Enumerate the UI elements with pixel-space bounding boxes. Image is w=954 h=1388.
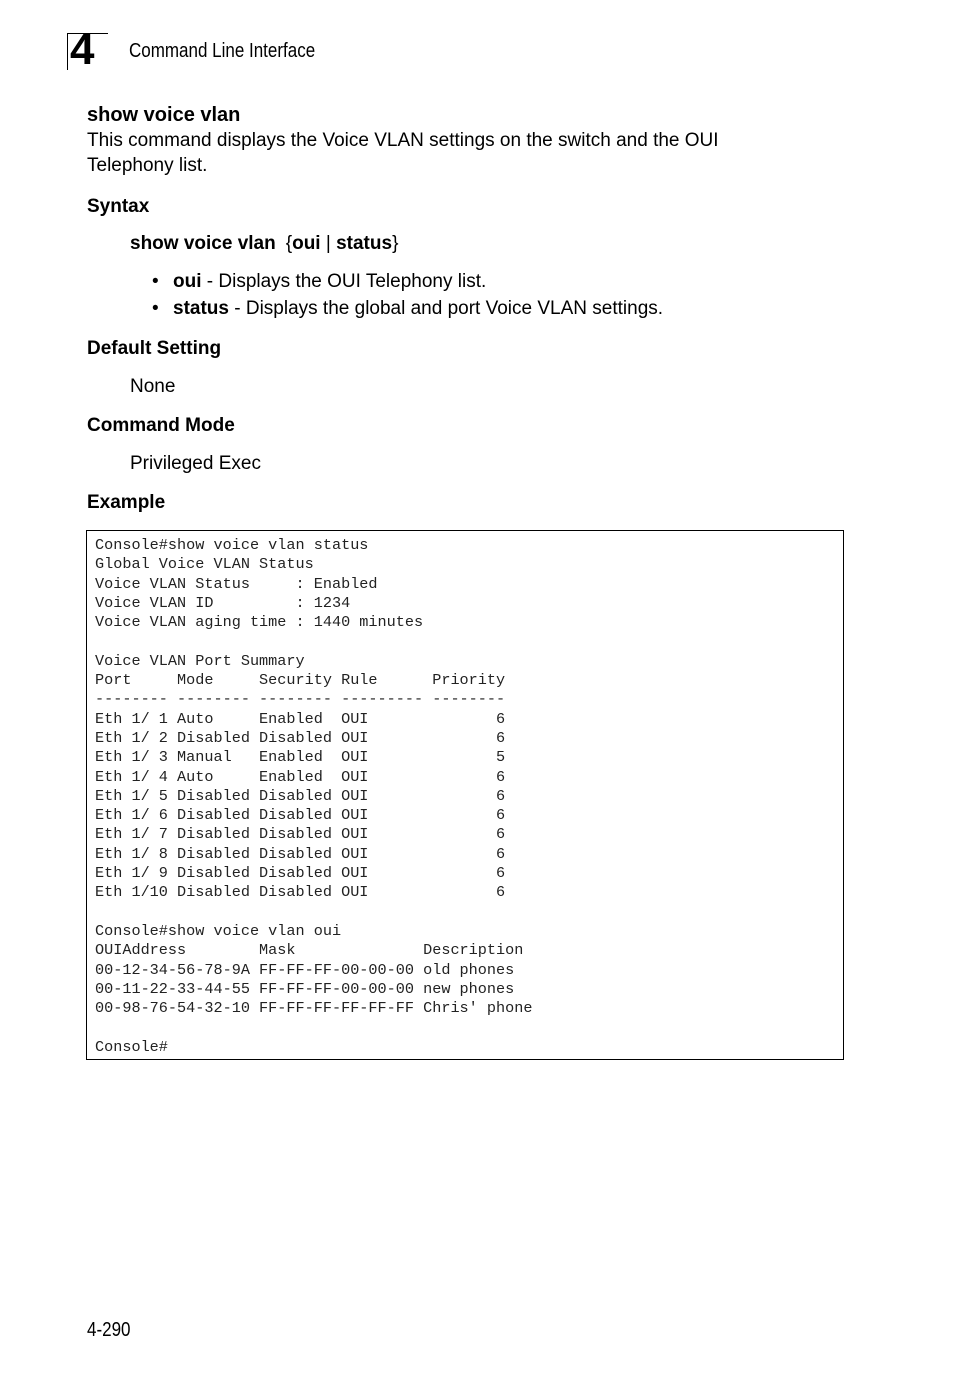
param-text: - Displays the OUI Telephony list. — [201, 271, 487, 292]
code-line: OUIAddress Mask Description — [95, 941, 524, 960]
code-line: Console# — [95, 1037, 168, 1056]
syntax-option-status: status — [336, 233, 393, 254]
chapter-number: 4 — [70, 25, 95, 74]
code-line: Voice VLAN ID : 1234 — [95, 593, 351, 612]
code-line: Eth 1/ 2 Disabled Disabled OUI 6 — [95, 728, 506, 747]
syntax-heading: Syntax — [87, 196, 150, 217]
param-name: oui — [173, 271, 202, 292]
default-setting-value: None — [130, 376, 176, 397]
command-mode-value: Privileged Exec — [130, 453, 261, 474]
page-number: 4-290 — [87, 1319, 131, 1341]
syntax-separator: | — [320, 233, 337, 254]
code-line: Eth 1/ 4 Auto Enabled OUI 6 — [95, 767, 506, 786]
code-line: Voice VLAN Status : Enabled — [95, 574, 378, 593]
example-code — [95, 536, 532, 1057]
code-line: Eth 1/ 7 Disabled Disabled OUI 6 — [95, 825, 506, 844]
param-item — [152, 270, 486, 294]
code-line: Global Voice VLAN Status — [95, 555, 314, 574]
syntax-option-oui: oui — [292, 233, 321, 254]
default-setting-heading: Default Setting — [87, 338, 222, 359]
code-line: Eth 1/ 1 Auto Enabled OUI 6 — [95, 709, 506, 728]
command-heading: show voice vlan — [87, 104, 241, 126]
code-line: Eth 1/ 8 Disabled Disabled OUI 6 — [95, 844, 506, 863]
command-mode-heading: Command Mode — [87, 415, 235, 436]
code-line: 00-98-76-54-32-10 FF-FF-FF-FF-FF-FF Chris' phone — [95, 999, 533, 1018]
example-code-box — [86, 530, 844, 1060]
command-description: This command displays the Voice VLAN settings on the switch and the OUI Telephony list. — [87, 130, 719, 176]
running-header-title: Command Line Interface — [129, 40, 316, 62]
code-line: 00-12-34-56-78-9A FF-FF-FF-00-00-00 old phones — [95, 960, 515, 979]
code-line: Eth 1/ 9 Disabled Disabled OUI 6 — [95, 864, 506, 883]
code-line: Eth 1/ 3 Manual Enabled OUI 5 — [95, 748, 506, 767]
code-line: Eth 1/ 5 Disabled Disabled OUI 6 — [95, 786, 506, 805]
code-line: Voice VLAN aging time : 1440 minutes — [95, 613, 424, 632]
syntax-close-brace: } — [392, 233, 399, 254]
code-line: Voice VLAN Port Summary — [95, 651, 305, 670]
code-line: Console#show voice vlan status — [95, 536, 369, 554]
code-line: 00-11-22-33-44-55 FF-FF-FF-00-00-00 new phones — [95, 979, 515, 998]
bullet-icon: • — [152, 271, 159, 292]
code-line: Console#show voice vlan oui — [95, 921, 342, 940]
syntax-line — [130, 232, 398, 256]
syntax-open-brace: { — [285, 233, 293, 254]
example-heading: Example — [87, 492, 166, 513]
code-line: Eth 1/10 Disabled Disabled OUI 6 — [95, 883, 506, 902]
param-item — [152, 297, 663, 321]
param-text: - Displays the global and port Voice VLAN settings. — [228, 298, 664, 319]
param-name: status — [173, 298, 229, 319]
code-line: Eth 1/ 6 Disabled Disabled OUI 6 — [95, 806, 506, 825]
code-line: -------- -------- -------- --------- -------- — [95, 690, 506, 709]
syntax-command: show voice vlan — [130, 233, 276, 254]
bullet-icon: • — [152, 298, 159, 319]
code-line: Port Mode Security Rule Priority — [95, 671, 506, 690]
